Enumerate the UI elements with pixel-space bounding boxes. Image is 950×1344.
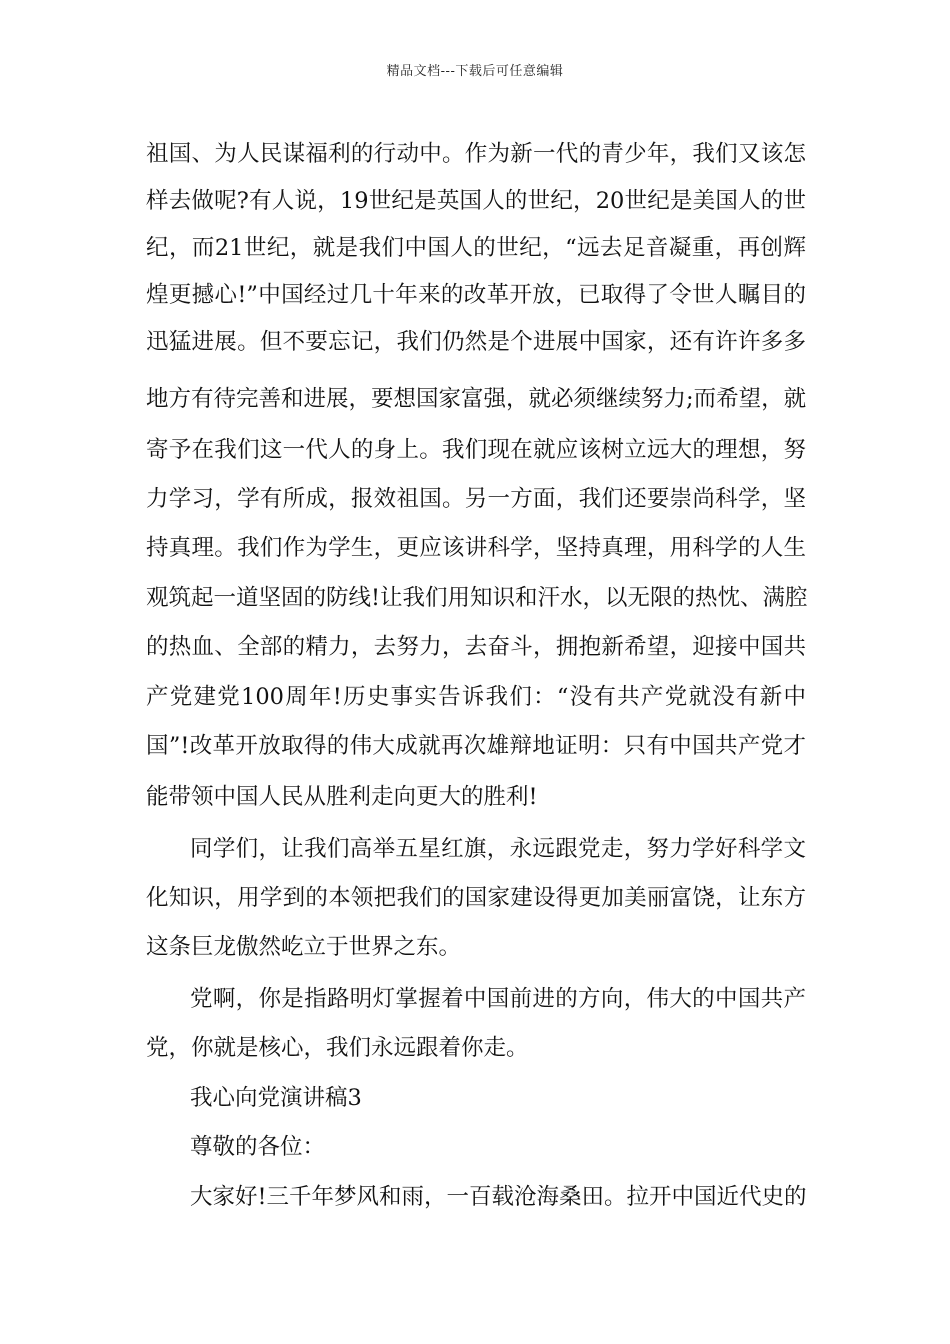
body-line: 纪，而21世纪，就是我们中国人的世纪，“远去足音凝重，再创辉: [146, 235, 806, 261]
body-line: 力学习，学有所成，报效祖国。另一方面，我们还要崇尚科学，坚: [146, 486, 806, 512]
body-line: 寄予在我们这一代人的身上。我们现在就应该树立远大的理想，努: [146, 437, 806, 463]
body-line: 同学们，让我们高举五星红旗，永远跟党走，努力学好科学文: [190, 836, 806, 862]
body-line: 化知识，用学到的本领把我们的国家建设得更加美丽富饶，让东方: [146, 885, 806, 911]
section-title: 我心向党演讲稿3: [190, 1085, 362, 1111]
body-line: 地方有待完善和进展，要想国家富强，就必须继续努力;而希望，就: [146, 386, 807, 412]
body-line: 国”!改革开放取得的伟大成就再次雄辩地证明：只有中国共产党才: [146, 733, 806, 759]
body-line: 党啊，你是指路明灯掌握着中国前进的方向，伟大的中国共产: [190, 986, 806, 1012]
body-line: 煌更撼心!”中国经过几十年来的改革开放，已取得了令世人瞩目的: [146, 282, 806, 308]
page-header: 精品文档---下载后可任意编辑: [386, 64, 564, 79]
body-line: 样去做呢?有人说，19世纪是英国人的世纪，20世纪是美国人的世: [146, 188, 806, 214]
salutation: 尊敬的各位：: [190, 1134, 326, 1160]
body-line: 这条巨龙傲然屹立于世界之东。: [146, 934, 462, 960]
body-line: 的热血、全部的精力，去努力，去奋斗，拥抱新希望，迎接中国共: [146, 634, 806, 660]
body-line: 祖国、为人民谋福利的行动中。作为新一代的青少年，我们又该怎: [146, 141, 806, 167]
body-line: 迅猛进展。但不要忘记，我们仍然是个进展中国家，还有许许多多: [146, 329, 806, 355]
body-line: 能带领中国人民从胜利走向更大的胜利!: [146, 784, 538, 810]
body-line: 党，你就是核心，我们永远跟着你走。: [146, 1035, 529, 1061]
body-line: 大家好!三千年梦风和雨，一百载沧海桑田。拉开中国近代史的: [190, 1184, 807, 1210]
body-line: 持真理。我们作为学生，更应该讲科学，坚持真理，用科学的人生: [146, 535, 806, 561]
body-line: 产党建党100周年!历史事实告诉我们：“没有共产党就没有新中: [146, 684, 806, 710]
body-line: 观筑起一道坚固的防线!让我们用知识和汗水，以无限的热忱、满腔: [146, 585, 808, 611]
